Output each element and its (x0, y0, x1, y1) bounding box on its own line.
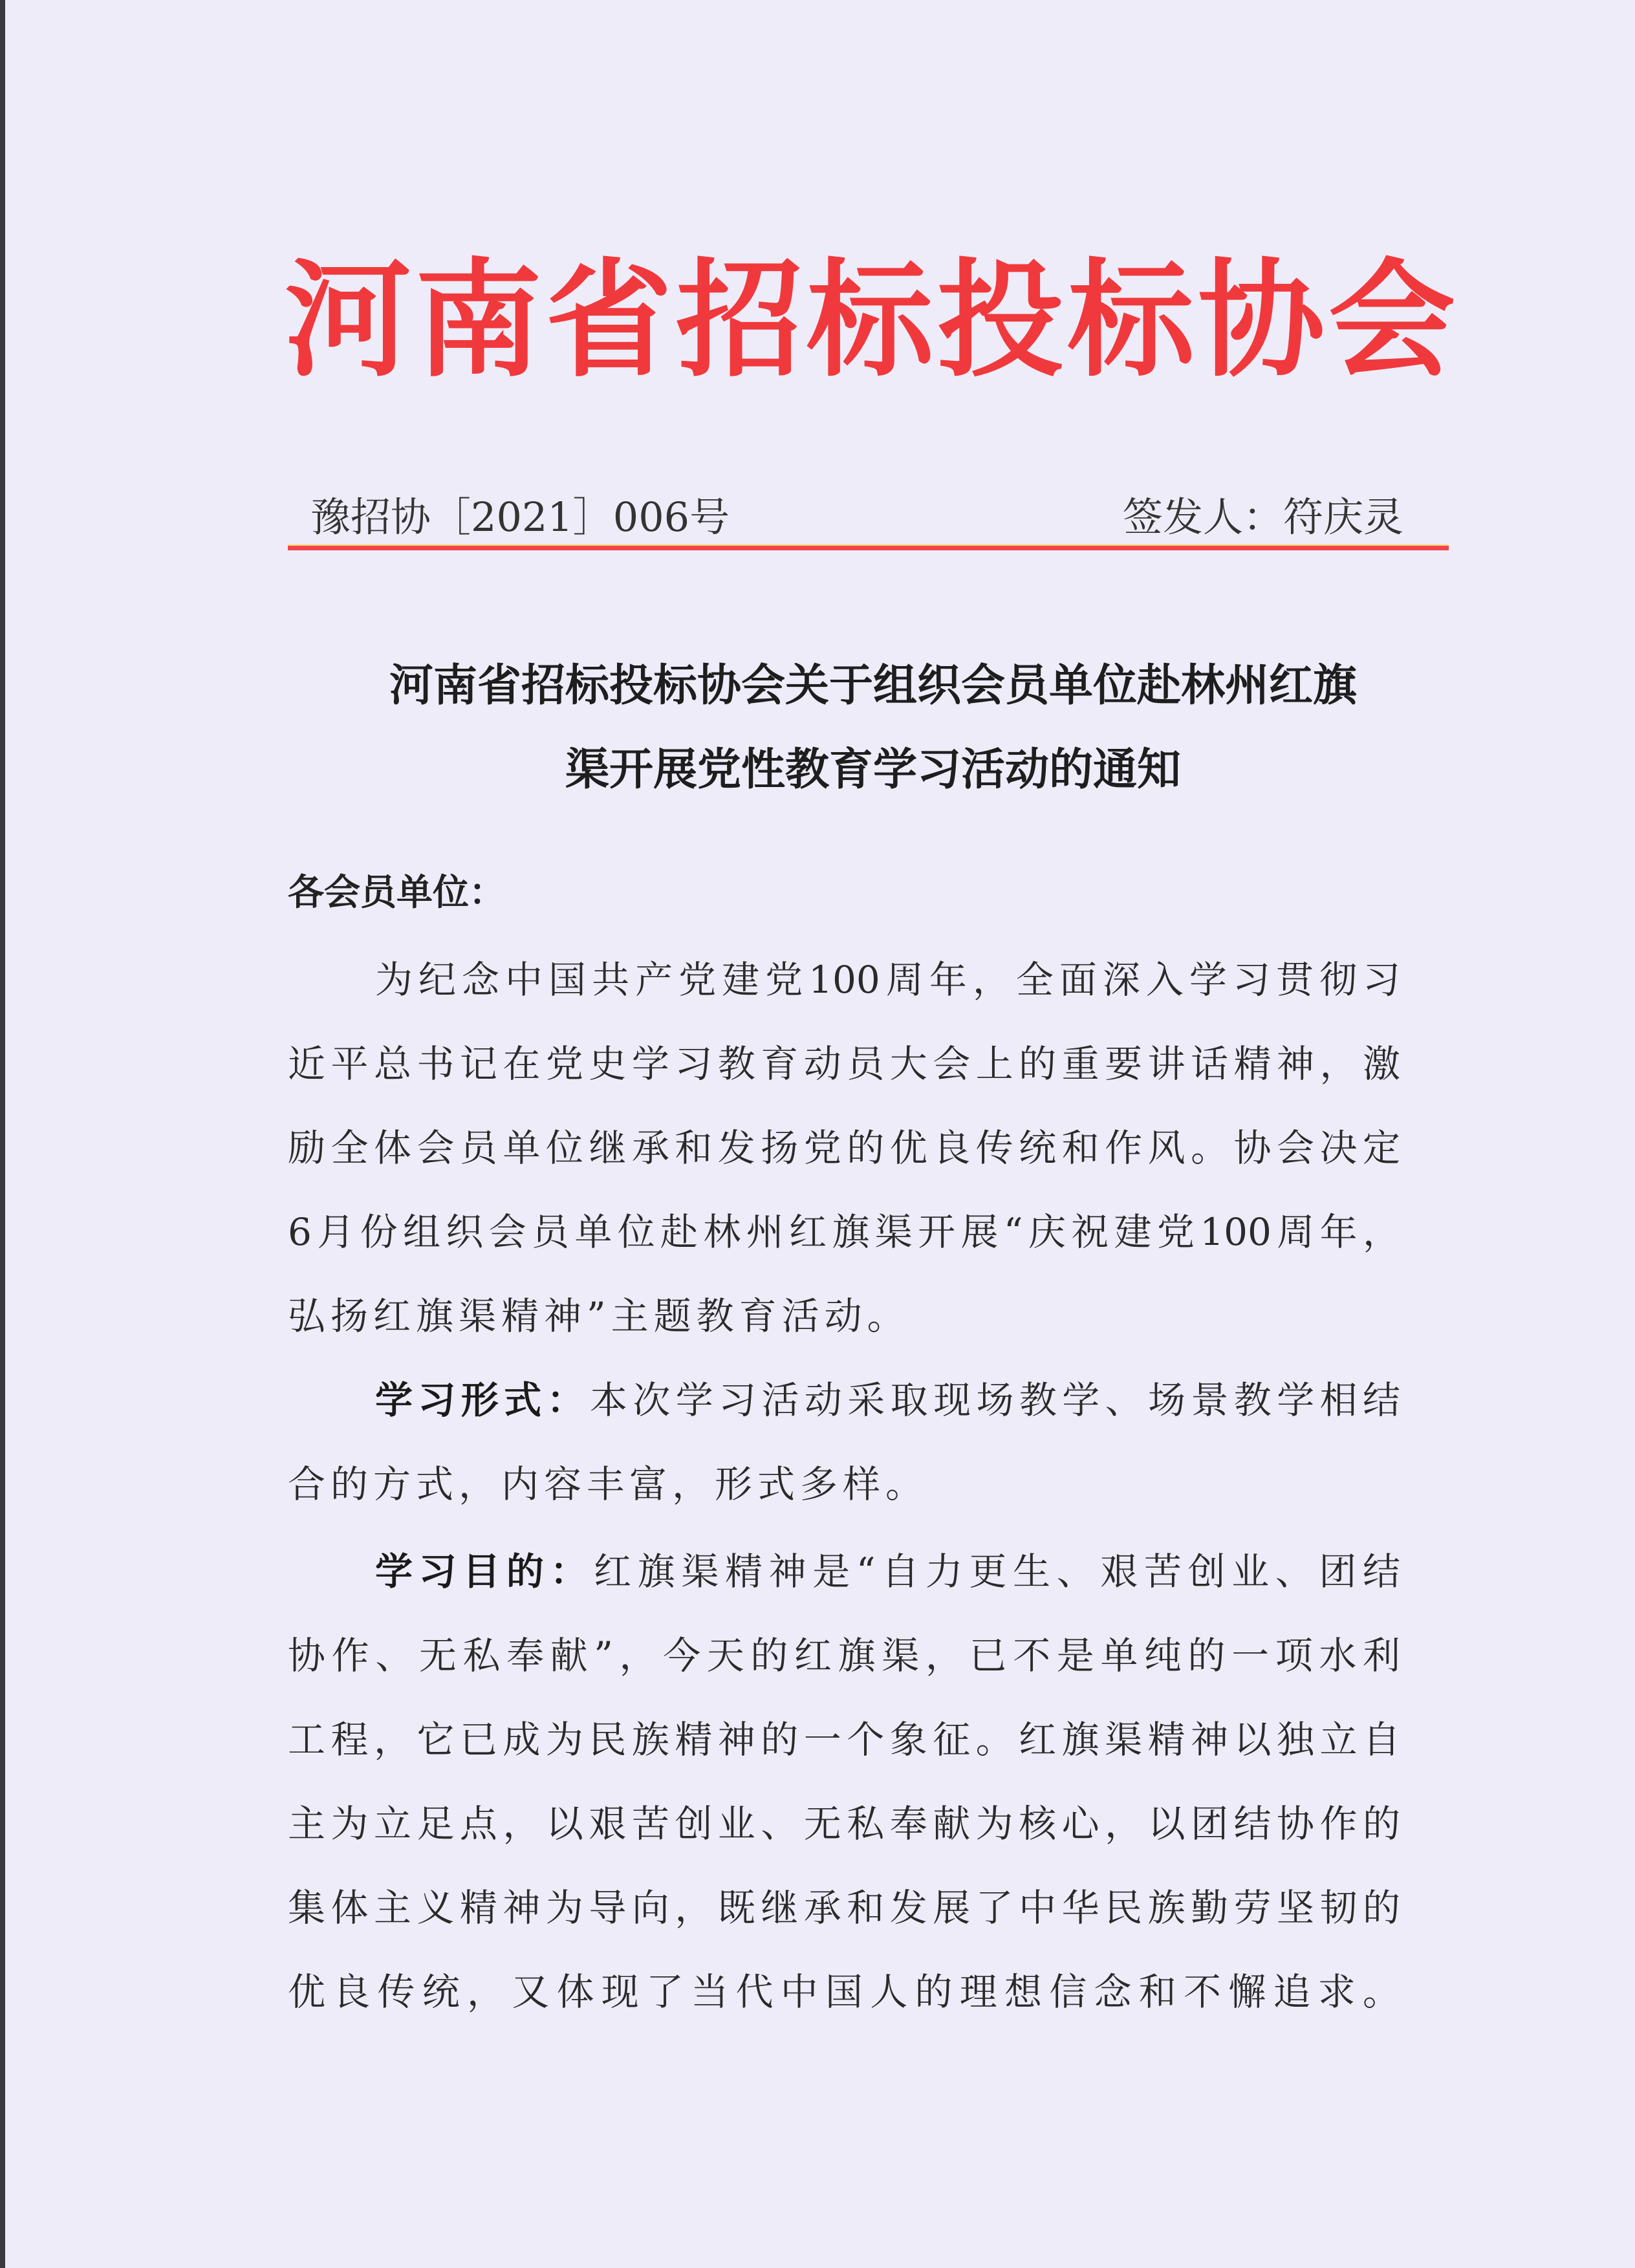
notice-title-line-2: 渠开展党性教育学习活动的通知 (565, 744, 1181, 795)
paragraph-line: 合的方式，内容丰富，形式多样。 (288, 1462, 929, 1506)
paragraph-line: 协作、无私奉献”，今天的红旗渠，已不是单纯的一项水利 (288, 1634, 1400, 1678)
red-divider (288, 545, 1449, 550)
paragraph-line: 弘扬红旗渠精神”主题教育活动。 (288, 1294, 910, 1338)
masthead-title: 河南省招标投标协会 (285, 246, 1455, 394)
paragraph-line: 6月份组织会员单位赴林州红旗渠开展“庆祝建党100周年， (288, 1210, 1400, 1254)
salutation: 各会员单位： (288, 871, 505, 914)
paragraph-line: 主为立足点，以艰苦创业、无私奉献为核心，以团结协作的 (288, 1802, 1400, 1846)
paragraph-line: 集体主义精神为导向，既继承和发展了中华民族勤劳坚韧的 (288, 1886, 1400, 1930)
paragraph-line: 励全体会员单位继承和发扬党的优良传统和作风。协会决定 (288, 1126, 1400, 1170)
section-label: 学习形式： (375, 1378, 590, 1422)
document-number: 豫招协［2021］006号 (310, 493, 730, 541)
signer: 签发人：符庆灵 (1122, 493, 1403, 541)
paragraph-line: 为纪念中国共产党建党100周年，全面深入学习贯彻习 (375, 958, 1400, 1002)
notice-title-line-1: 河南省招标投标协会关于组织会员单位赴林州红旗 (389, 660, 1357, 711)
section-label: 学习目的： (375, 1550, 594, 1593)
paragraph-text: 本次学习活动采取现场教学、场景教学相结 (589, 1378, 1400, 1422)
paragraph-line (375, 1546, 1400, 1597)
paragraph-text: 红旗渠精神是“自力更生、艰苦创业、团结 (594, 1550, 1400, 1593)
paragraph-line (375, 1374, 1400, 1426)
paragraph-line: 工程，它已成为民族精神的一个象征。红旗渠精神以独立自 (288, 1718, 1400, 1762)
paragraph-line: 近平总书记在党史学习教育动员大会上的重要讲话精神，激 (288, 1042, 1400, 1086)
scan-edge (0, 0, 5, 2268)
paragraph-line: 优良传统，又体现了当代中国人的理想信念和不懈追求。 (288, 1970, 1400, 2014)
document-info-line (310, 491, 1403, 543)
